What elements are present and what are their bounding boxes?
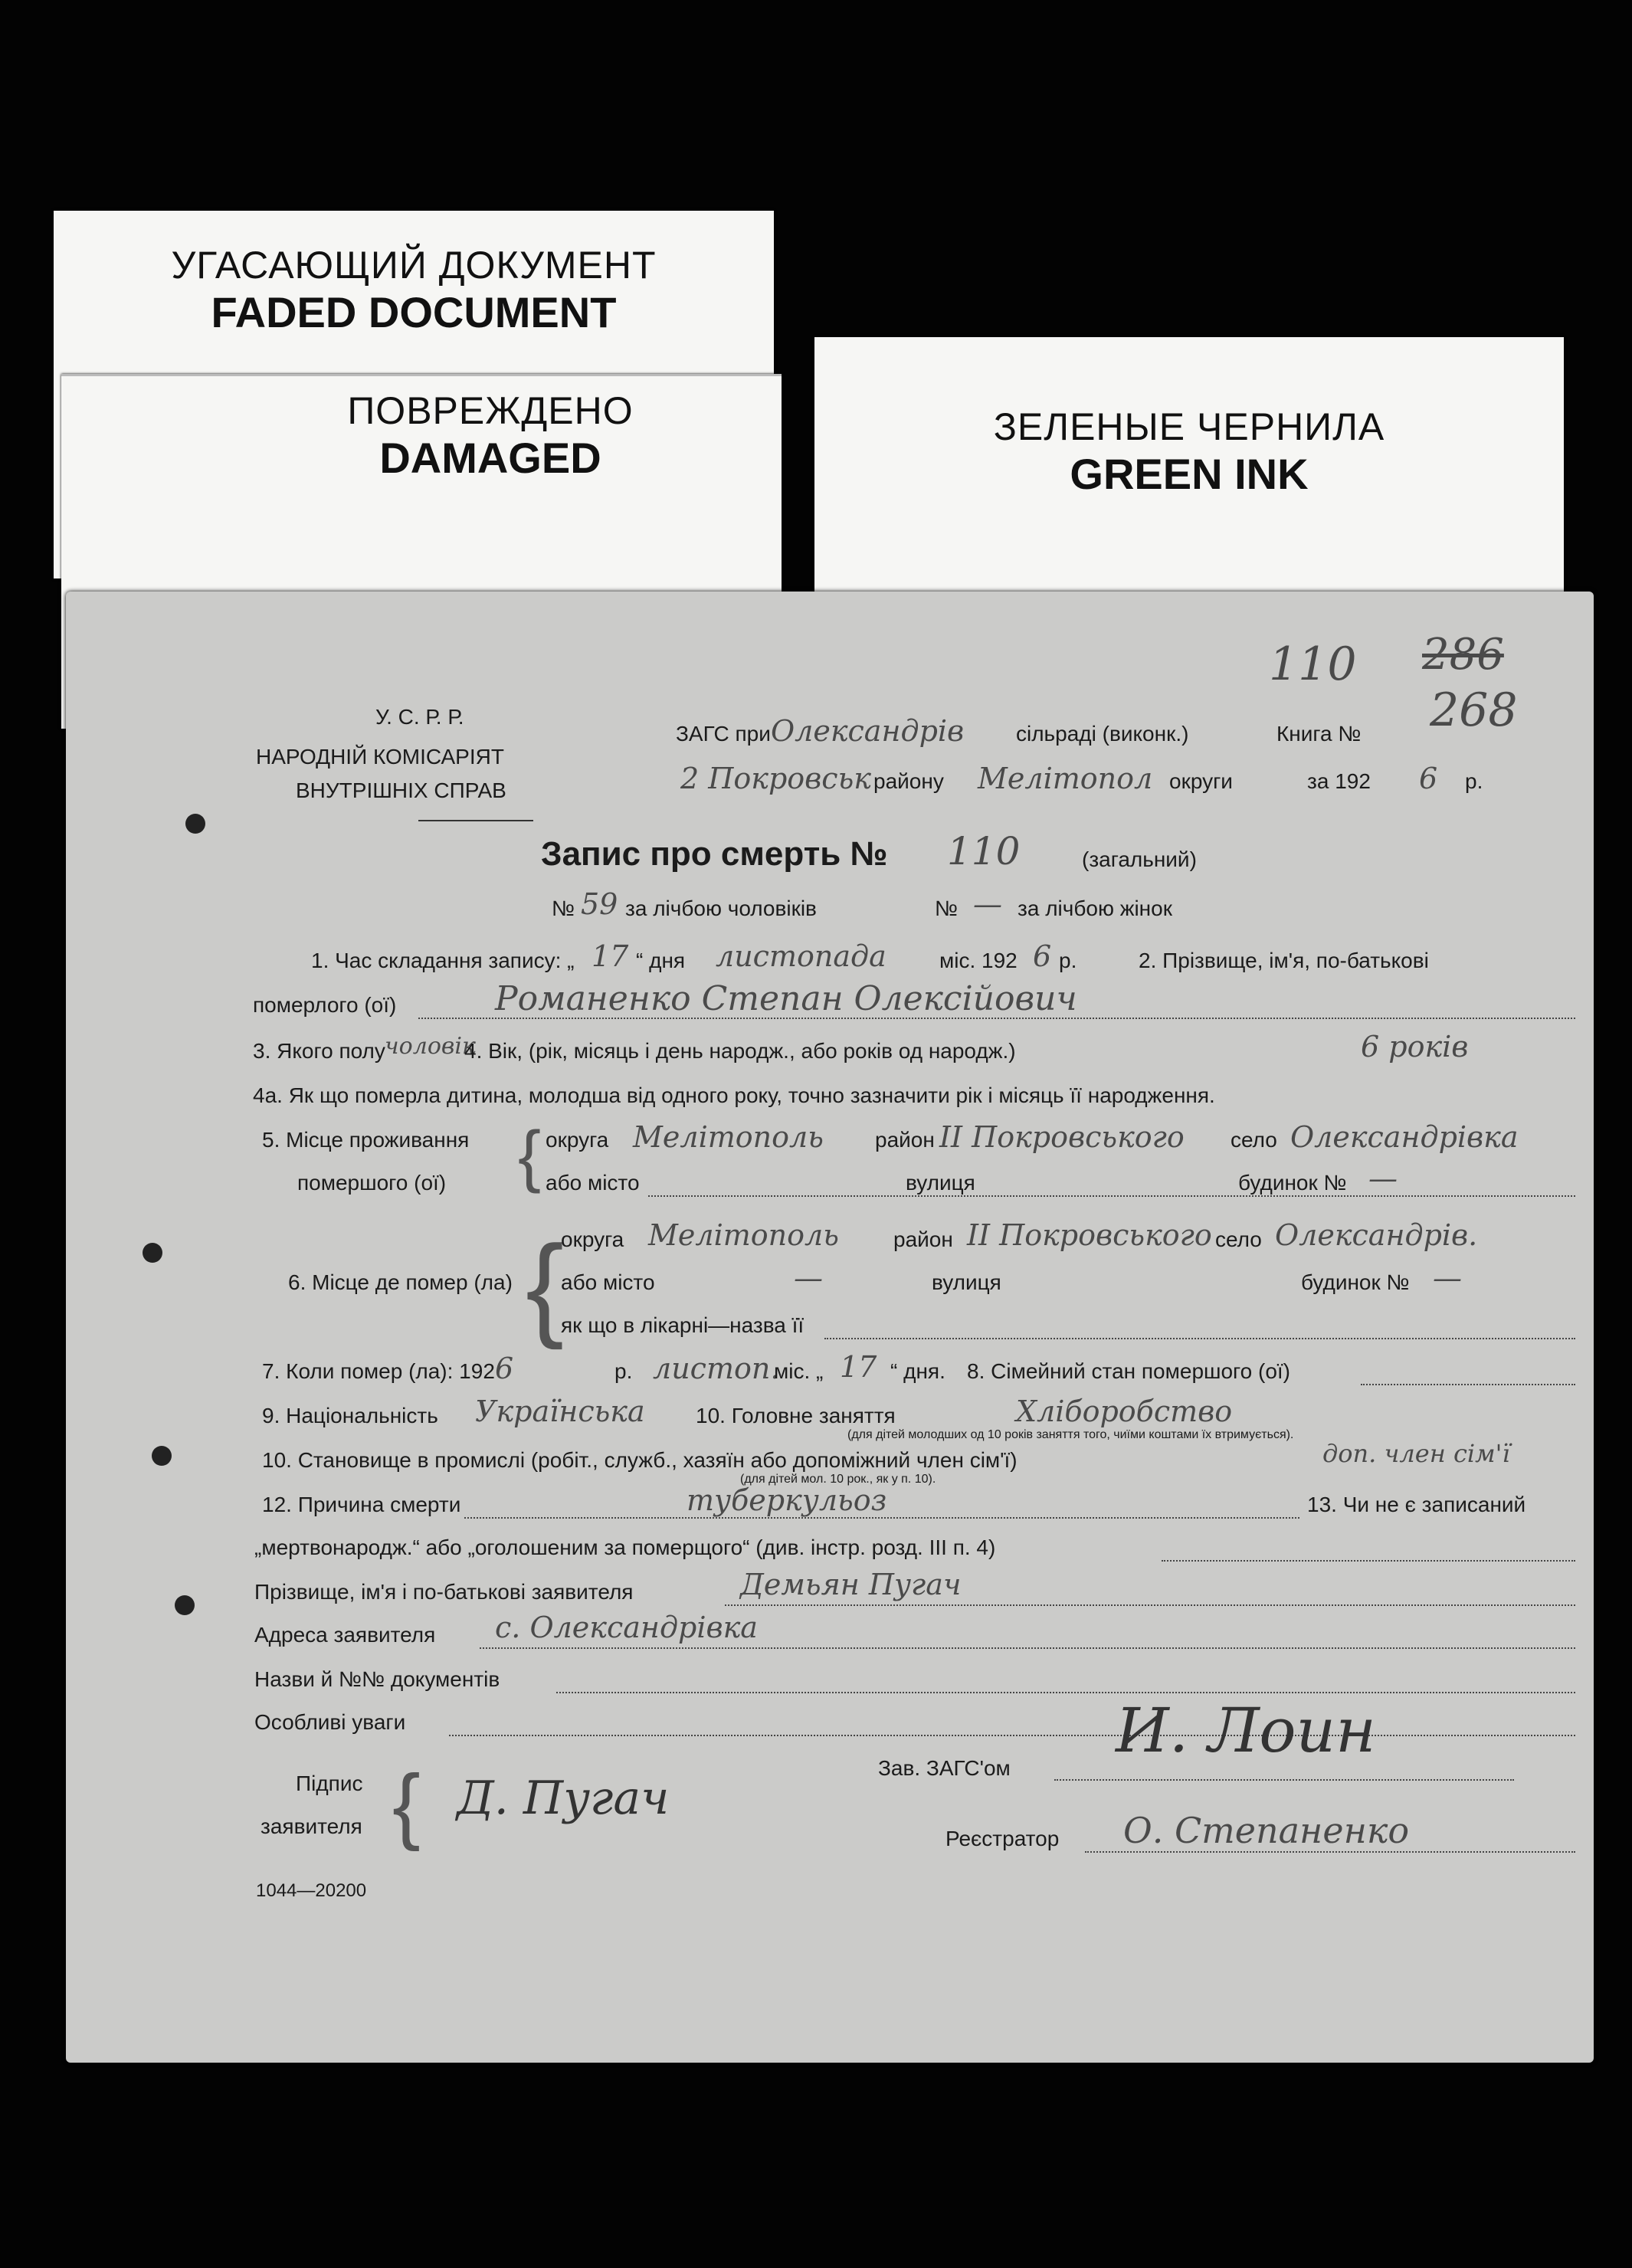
- dotted-line: [418, 1018, 1575, 1019]
- brace: {: [392, 1758, 421, 1852]
- r5-selo-value: Олександрівка: [1290, 1120, 1519, 1154]
- row1-label: 1. Час складання запису: „: [311, 949, 575, 972]
- r6-selo-label: село: [1215, 1227, 1262, 1251]
- record-kind: (загальний): [1082, 847, 1197, 871]
- female-prefix: №: [935, 896, 959, 920]
- raion-label: району: [873, 769, 944, 793]
- row4a-label: 4а. Як що померла дитина, молодша від одного року, точно зазначити рік і місяць її народження.: [253, 1083, 1215, 1107]
- usrr-heading: У. С. Р. Р.: [375, 705, 464, 729]
- address-label: Адреса заявителя: [254, 1623, 436, 1647]
- row4-label: 4. Вік, (рік, місяць і день народж., або років од народж.): [464, 1039, 1016, 1063]
- brace: {: [518, 1118, 542, 1195]
- sign-label: Підпис: [296, 1771, 363, 1795]
- punch-hole-icon: [152, 1446, 172, 1466]
- dotted-line: [464, 1517, 1299, 1519]
- okruha-label: округи: [1169, 769, 1233, 793]
- r5-okruha-label: округа: [546, 1128, 609, 1152]
- green-ink-label-ru: ЗЕЛЕНЫЕ ЧЕРНИЛА: [993, 405, 1385, 448]
- row2-label: 2. Прізвище, ім'я, по-батькові: [1139, 949, 1429, 972]
- r5-raion-label: район: [875, 1128, 935, 1152]
- print-code: 1044—20200: [256, 1880, 367, 1901]
- row7-day: 17: [840, 1350, 877, 1384]
- damaged-label-ru: ПОВРЕЖДЕНО: [347, 389, 634, 432]
- age-value: 6 років: [1361, 1030, 1469, 1064]
- row7-r: р.: [614, 1359, 633, 1383]
- sex-value: чоловік: [385, 1033, 476, 1060]
- r5-house-value: —: [1368, 1162, 1398, 1195]
- row1-month: листопада: [716, 939, 886, 973]
- r5-house-label: будинок №: [1238, 1171, 1347, 1195]
- dotted-line: [725, 1604, 1575, 1606]
- r5-raion-value: ІІ Покровського: [939, 1120, 1185, 1154]
- nationality-value: Українська: [475, 1395, 645, 1428]
- raion-value: 2 Покровськ: [680, 762, 871, 795]
- deceased-name: Романенко Степан Олексійович: [495, 979, 1077, 1018]
- dotted-line: [480, 1647, 1575, 1649]
- female-label: за лічбою жінок: [1018, 896, 1172, 920]
- r5-city-label: або місто: [546, 1171, 640, 1195]
- archive-number: 110: [1269, 637, 1357, 691]
- death-record-form: [66, 592, 1594, 2063]
- village-council-label: сільраді (виконк.): [1016, 722, 1189, 746]
- row1-day-label: “ дня: [636, 949, 686, 972]
- row7-month: листоп.: [653, 1352, 780, 1385]
- underline: [418, 820, 533, 821]
- row6-label: 6. Місце де помер (ла): [288, 1270, 513, 1294]
- record-title: Запис про смерть №: [541, 835, 888, 873]
- male-prefix: №: [552, 896, 575, 920]
- r6-okruha-value: Мелітополь: [648, 1218, 839, 1252]
- row2-label-b: померлого (ої): [253, 993, 397, 1017]
- row1-day: 17: [592, 939, 629, 973]
- r5-street-label: вулиця: [906, 1171, 975, 1195]
- row13-label-b: „мертвонародж.“ або „оголошеним за померщого“ (див. інстр. розд. III п. 4): [254, 1535, 996, 1559]
- dotted-line: [1162, 1560, 1575, 1562]
- book-number: 268: [1430, 683, 1518, 737]
- male-count: 59: [581, 887, 618, 921]
- commissariat-heading: НАРОДНІЙ КОМІСАРІЯТ: [256, 745, 504, 769]
- r6-raion-value: ІІ Покровського: [967, 1218, 1212, 1252]
- r5-okruha-value: Мелітополь: [633, 1120, 824, 1154]
- r6-selo-value: Олександрів.: [1275, 1218, 1478, 1252]
- row13-label: 13. Чи не є записаний: [1307, 1493, 1526, 1516]
- row7-label: 7. Коли помер (ла): 192: [262, 1359, 495, 1383]
- row12-label: 12. Причина смерти: [262, 1493, 461, 1516]
- cause-of-death-value: туберкульоз: [687, 1483, 887, 1517]
- record-number: 110: [947, 829, 1021, 873]
- row10b-note: (для дітей мол. 10 рок., як у п. 10).: [740, 1473, 936, 1486]
- notes-label: Особливі уваги: [254, 1710, 406, 1734]
- address-value: с. Олександрівка: [495, 1611, 758, 1644]
- r6-house-value: —: [1433, 1261, 1462, 1295]
- faded-label-en: FADED DOCUMENT: [211, 288, 617, 336]
- punch-hole-icon: [185, 814, 205, 834]
- year-suffix: р.: [1465, 769, 1483, 793]
- row10-label: 10. Головне заняття: [696, 1404, 896, 1427]
- green-ink-label-en: GREEN INK: [1070, 450, 1309, 498]
- damaged-label-en: DAMAGED: [379, 434, 601, 482]
- occupation-value: Хліборобство: [1016, 1395, 1233, 1428]
- r6-raion-label: район: [893, 1227, 953, 1251]
- applicant-value: Демьян Пугач: [740, 1568, 962, 1601]
- book-label: Книга №: [1276, 722, 1362, 746]
- row8-label: 8. Сімейний стан помершого (ої): [967, 1359, 1290, 1383]
- r6-house-label: будинок №: [1301, 1270, 1410, 1294]
- r6-city-label: або місто: [561, 1270, 655, 1294]
- punch-hole-icon: [175, 1595, 195, 1615]
- r6-hospital-label: як що в лікарні—назва її: [561, 1313, 805, 1337]
- dotted-line: [824, 1338, 1575, 1339]
- head-signature: И. Лоин: [1116, 1695, 1376, 1766]
- row10-note: (для дітей молодших од 10 років заняття того, чиїми коштами їх втримується).: [847, 1428, 1294, 1441]
- r6-street-label: вулиця: [932, 1270, 1001, 1294]
- book-number-old: 286: [1422, 630, 1504, 680]
- registrar-label: Реєстратор: [945, 1827, 1060, 1850]
- okruha-value: Мелітопол: [978, 762, 1153, 795]
- department-heading: ВНУТРІШНІХ СПРАВ: [296, 778, 506, 802]
- applicant-label: Прізвище, ім'я і по-батькові заявителя: [254, 1580, 634, 1604]
- year-label: за 192: [1307, 769, 1371, 793]
- year-digit: 6: [1419, 762, 1438, 795]
- zags-label: ЗАГС при: [676, 722, 771, 746]
- row7-month-label: міс. „: [774, 1359, 824, 1383]
- row5-label: 5. Місце проживання: [262, 1128, 470, 1152]
- row5-label-b: помершого (ої): [297, 1171, 447, 1195]
- head-label: Зав. ЗАГС'ом: [878, 1756, 1011, 1780]
- row10b-label: 10. Становище в промислі (робіт., служб., хазяїн або допоміжний член сім'ї): [262, 1448, 1018, 1472]
- dotted-line: [556, 1692, 1575, 1693]
- row9-label: 9. Національність: [262, 1404, 438, 1427]
- dotted-line: [1085, 1851, 1575, 1853]
- punch-hole-icon: [143, 1243, 162, 1263]
- dotted-line: [449, 1735, 1575, 1736]
- female-count: —: [973, 887, 1002, 921]
- brace: {: [526, 1221, 565, 1350]
- row1-year-suffix: р.: [1059, 949, 1077, 972]
- village-council-value: Олександрів: [771, 714, 965, 748]
- r6-okruha-label: округа: [561, 1227, 624, 1251]
- r5-selo-label: село: [1231, 1128, 1277, 1152]
- male-label: за лічбою чоловіків: [625, 896, 817, 920]
- faded-label-ru: УГАСАЮЩИЙ ДОКУМЕНТ: [171, 244, 657, 287]
- dotted-line: [1054, 1779, 1514, 1781]
- row7-year-digit: 6: [495, 1352, 514, 1385]
- applicant-signature: Д. Пугач: [457, 1771, 670, 1825]
- row10b-value: доп. член сім'ї: [1322, 1439, 1510, 1468]
- documents-label: Назви й №№ документів: [254, 1667, 500, 1691]
- dotted-line: [648, 1195, 1575, 1197]
- sign-label-b: заявителя: [261, 1814, 362, 1838]
- row1-year-digit: 6: [1033, 939, 1052, 973]
- row3-label: 3. Якого полу: [253, 1039, 385, 1063]
- registrar-signature: О. Степаненко: [1123, 1810, 1410, 1851]
- dotted-line: [1361, 1384, 1575, 1385]
- row1-year-label: міс. 192: [939, 949, 1018, 972]
- row7-day-label: “ дня.: [890, 1359, 945, 1383]
- r6-city-value: —: [794, 1261, 823, 1295]
